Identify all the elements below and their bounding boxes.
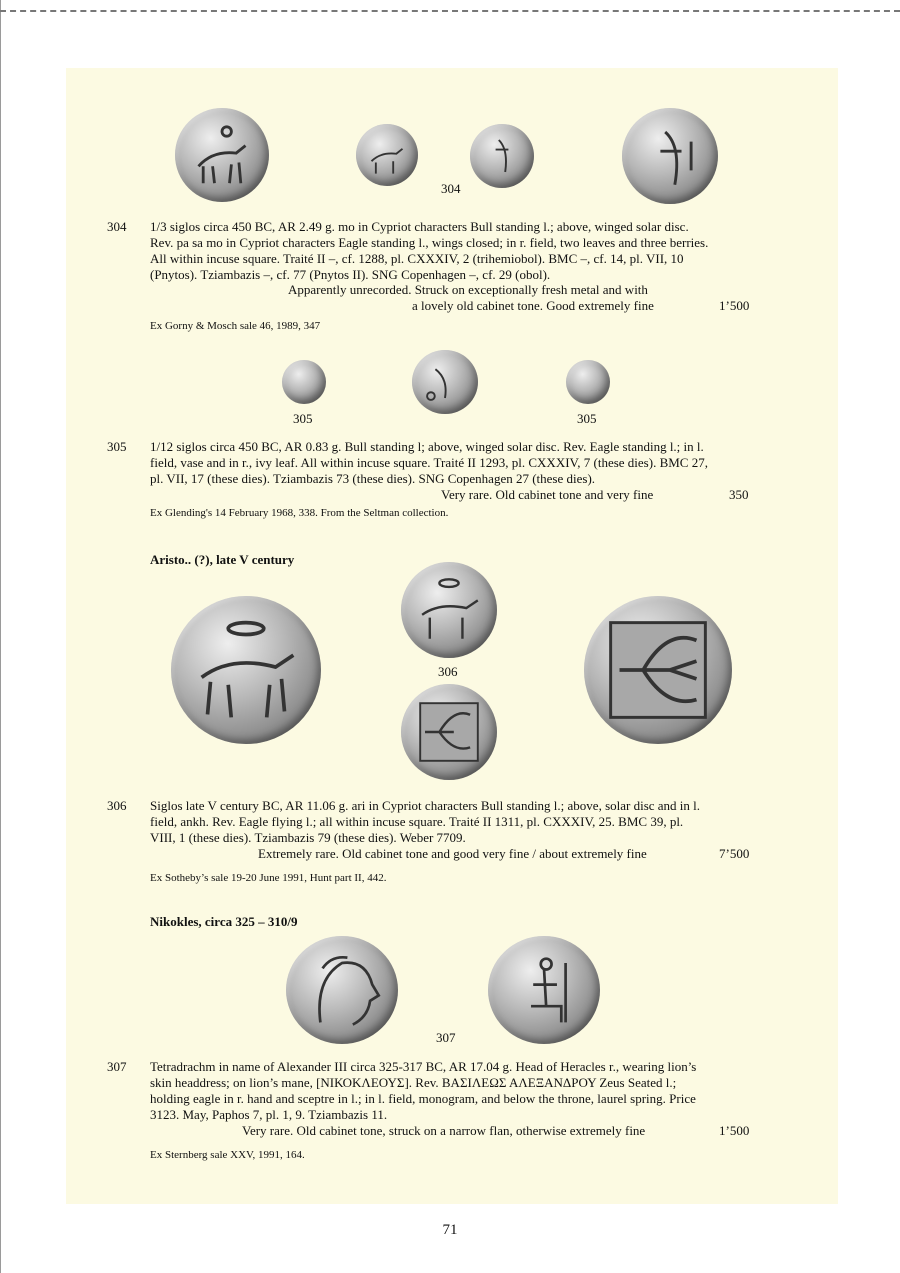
coin-307-reverse	[488, 936, 600, 1044]
lot-306-line-1: Siglos late V century BC, AR 11.06 g. ari in Cypriot characters Bull standing l.; above, solar disc and in l.	[150, 798, 701, 813]
lot-307-remark: Very rare. Old cabinet tone, struck on a narrow flan, otherwise extremely fine	[242, 1123, 646, 1138]
lot-304-provenance: Ex Gorny & Mosch sale 46, 1989, 347	[150, 320, 321, 332]
coin-304-obverse-small	[356, 124, 418, 186]
lot-305-line-1: 1/12 siglos circa 450 BC, AR 0.83 g. Bull standing l; above, winged solar disc. Rev. Eagle standing l.; in l.	[150, 439, 704, 454]
lot-number-306: 306	[107, 798, 127, 813]
lot-307-line-4: 3123. May, Paphos 7, pl. 1, 9. Tziambazis 11.	[150, 1107, 388, 1122]
coin-306-reverse-large	[584, 596, 732, 744]
coin-306-obverse-large	[171, 596, 321, 744]
lot-number-304: 304	[107, 219, 127, 234]
lot-description-306	[150, 798, 750, 846]
lot-305-remark: Very rare. Old cabinet tone and very fine	[441, 487, 654, 502]
image-label-305-b: 305	[577, 411, 597, 426]
coin-306-reverse-small	[401, 684, 497, 780]
lot-305-price: 350	[729, 487, 749, 502]
coin-306-obverse-small	[401, 562, 497, 658]
lot-307-provenance: Ex Sternberg sale XXV, 1991, 164.	[150, 1149, 305, 1161]
lot-306-price: 7’500	[719, 846, 750, 861]
image-label-304: 304	[441, 181, 461, 196]
lot-305-line-2: field, vase and in r., ivy leaf. All within incuse square. Traité II 1293, pl. CXXXIV, 7 (these dies). BMC 27,	[150, 455, 708, 470]
lot-304-remark-1: Apparently unrecorded. Struck on exceptionally fresh metal and with	[288, 282, 648, 297]
cut-line	[0, 10, 900, 12]
image-label-305-a: 305	[293, 411, 313, 426]
image-label-307: 307	[436, 1030, 456, 1045]
section-heading-aristo: Aristo.. (?), late V century	[150, 552, 295, 567]
coin-305-b	[412, 350, 478, 414]
lot-description-305	[150, 439, 750, 487]
coin-305-c	[566, 360, 610, 404]
lot-304-line-4: (Pnytos). Tziambazis –, cf. 77 (Pnytos II). SNG Copenhagen –, cf. 29 (obol).	[150, 267, 551, 282]
page-left-edge	[0, 0, 1, 1273]
lot-305-provenance: Ex Glending's 14 February 1968, 338. From the Seltman collection.	[150, 507, 449, 519]
lot-307-line-1: Tetradrachm in name of Alexander III circa 325-317 BC, AR 17.04 g. Head of Heracles r., wearing lion’s	[150, 1059, 697, 1074]
lot-306-remark: Extremely rare. Old cabinet tone and good very fine / about extremely fine	[258, 846, 647, 861]
coin-304-reverse-small	[470, 124, 534, 188]
lot-307-line-2: skin headdress; on lion’s mane, [ΝΙΚΟΚΛΕΟΥΣ]. Rev. ΒΑΣΙΛΕΩΣ ΑΛΕΞΑΝΔΡΟΥ Zeus Seated l.;	[150, 1075, 677, 1090]
lot-305-line-3: pl. VII, 17 (these dies). Tziambazis 73 (these dies). SNG Copenhagen 27 (these dies).	[150, 471, 596, 486]
coin-305-a	[282, 360, 326, 404]
page-number: 71	[442, 1222, 458, 1238]
lot-number-307: 307	[107, 1059, 127, 1074]
coin-304-obverse-large	[175, 108, 269, 202]
lot-304-line-2: Rev. pa sa mo in Cypriot characters Eagle standing l., wings closed; in r. field, two leaves and three berries.	[150, 235, 709, 250]
lot-306-line-2: field, ankh. Rev. Eagle flying l.; all within incuse square. Traité II 1311, pl. CXXXIV, 25. BMC 39, pl.	[150, 814, 684, 829]
lot-306-provenance: Ex Sotheby’s sale 19-20 June 1991, Hunt part II, 442.	[150, 872, 387, 884]
lot-306-line-3: VIII, 1 (these dies). Tziambazis 79 (these dies). Weber 7709.	[150, 830, 466, 845]
lot-307-line-3: holding eagle in r. hand and sceptre in l.; in l. field, monogram, and below the throne, laurel spring. Price	[150, 1091, 696, 1106]
lot-304-line-1: 1/3 siglos circa 450 BC, AR 2.49 g. mo in Cypriot characters Bull standing l.; above, winged solar disc.	[150, 219, 689, 234]
lot-307-price: 1’500	[719, 1123, 750, 1138]
lot-304-remark-2: a lovely old cabinet tone. Good extremely fine	[412, 298, 654, 313]
lot-number-305: 305	[107, 439, 127, 454]
lot-304-line-3: All within incuse square. Traité II –, cf. 1288, pl. CXXXIV, 2 (trihemiobol). BMC –, cf. 14, pl. VII, 10	[150, 251, 684, 266]
section-heading-nikokles: Nikokles, circa 325 – 310/9	[150, 914, 298, 929]
coin-304-reverse-large	[622, 108, 718, 204]
lot-description-304	[150, 219, 750, 283]
lot-description-307	[150, 1059, 750, 1123]
coin-307-obverse	[286, 936, 398, 1044]
lot-304-price: 1’500	[719, 298, 750, 313]
image-label-306: 306	[438, 664, 458, 679]
